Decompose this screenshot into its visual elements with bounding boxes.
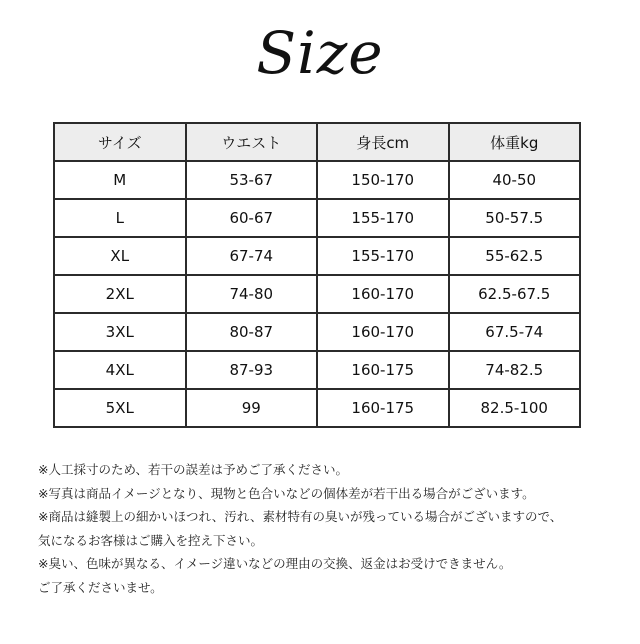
cell-weight: 50-57.5 — [449, 199, 581, 237]
header-waist: ウエスト — [186, 123, 318, 161]
cell-height: 160-170 — [317, 313, 449, 351]
cell-weight: 55-62.5 — [449, 237, 581, 275]
cell-weight: 74-82.5 — [449, 351, 581, 389]
note-line: ※人工採寸のため、若干の誤差は予めご了承ください。 — [38, 462, 348, 477]
table-row — [54, 199, 580, 237]
note-line: ※臭い、色味が異なる、イメージ違いなどの理由の交換、返金はお受けできません。 — [38, 556, 512, 571]
header-height: 身長cm — [317, 123, 449, 161]
table-row — [54, 351, 580, 389]
cell-height: 160-175 — [317, 389, 449, 427]
cell-size: 5XL — [54, 389, 186, 427]
table-row — [54, 389, 580, 427]
cell-height: 155-170 — [317, 199, 449, 237]
cell-weight: 82.5-100 — [449, 389, 581, 427]
cell-height: 160-170 — [317, 275, 449, 313]
note-line: ご了承くださいませ。 — [38, 579, 163, 595]
table-header-row — [54, 123, 580, 161]
page-title: Size — [256, 19, 384, 87]
note-line: ※写真は商品イメージとなり、現物と色合いなどの個体差が若干出る場合がございます。 — [38, 485, 535, 501]
cell-weight: 67.5-74 — [449, 313, 581, 351]
table-row — [54, 313, 580, 351]
table-row — [54, 237, 580, 275]
cell-height: 150-170 — [317, 161, 449, 199]
table-row — [54, 275, 580, 313]
header-size: サイズ — [54, 123, 186, 161]
cell-waist: 80-87 — [186, 313, 318, 351]
note-line: 気になるお客様はご購入を控え下さい。 — [38, 532, 264, 548]
cell-height: 160-175 — [317, 351, 449, 389]
cell-size: 2XL — [54, 275, 186, 313]
cell-size: M — [54, 161, 186, 199]
cell-size: L — [54, 199, 186, 237]
cell-weight: 62.5-67.5 — [449, 275, 581, 313]
cell-waist: 74-80 — [186, 275, 318, 313]
cell-size: 4XL — [54, 351, 186, 389]
cell-waist: 53-67 — [186, 161, 318, 199]
cell-height: 155-170 — [317, 237, 449, 275]
cell-waist: 67-74 — [186, 237, 318, 275]
table-row — [54, 161, 580, 199]
notes-section — [38, 458, 628, 599]
cell-size: 3XL — [54, 313, 186, 351]
cell-waist: 99 — [186, 389, 318, 427]
note-line: ※商品は縫製上の細かいほつれ、汚れ、素材特有の臭いが残っている場合がございますので、 — [38, 509, 563, 524]
header-weight: 体重kg — [449, 123, 581, 161]
size-chart-table — [53, 122, 581, 428]
cell-waist: 60-67 — [186, 199, 318, 237]
cell-waist: 87-93 — [186, 351, 318, 389]
cell-weight: 40-50 — [449, 161, 581, 199]
cell-size: XL — [54, 237, 186, 275]
